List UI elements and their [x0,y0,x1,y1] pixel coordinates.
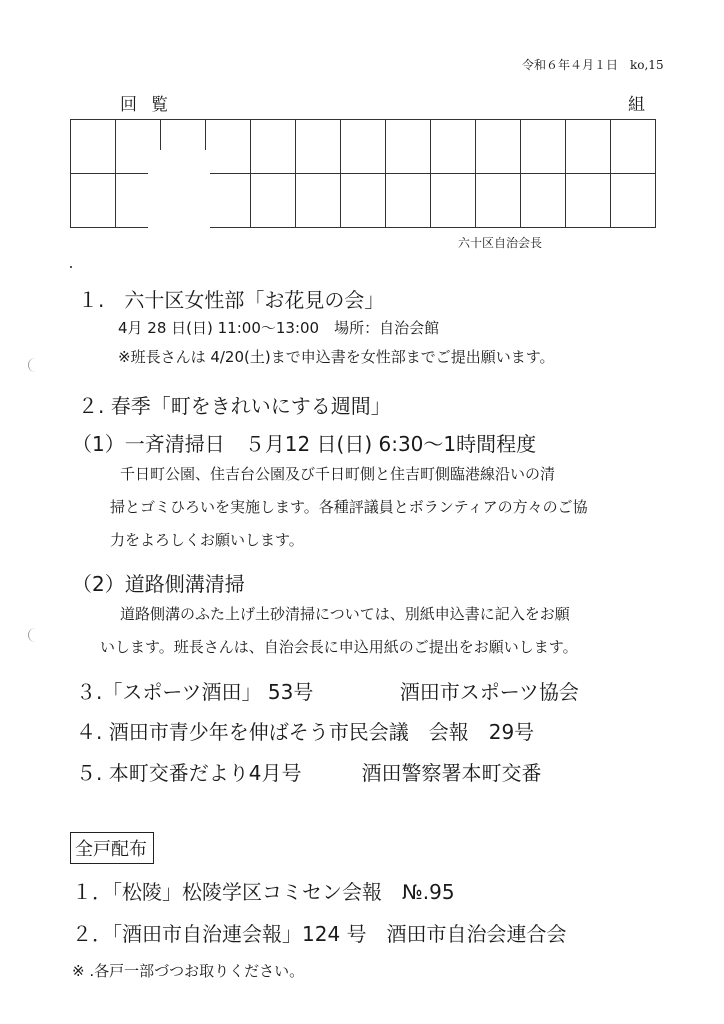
hole-punch-mark [28,358,39,372]
stamp-cell [611,174,656,228]
stamp-cell [431,174,476,228]
stamp-cell [521,120,566,174]
stamp-cell [476,120,521,174]
stamp-cell [521,174,566,228]
stamp-cell [296,174,341,228]
stamp-cell [71,174,116,228]
stamp-cell [251,174,296,228]
item2-1-title: （1）一斉清掃日 ５月12 日(日) 6:30～1時間程度 [72,432,537,456]
stamp-cell [251,120,296,174]
item5: ５. 本町交番だより4月号 酒田警察署本町交番 [76,761,542,785]
item2-2-line1: 道路側溝のふた上げ土砂清掃については、別紙申込書に記入をお願 [120,605,570,623]
stamp-cell [386,120,431,174]
item2-title: ２. 春季「町をきれいにする週間」 [78,394,391,418]
kaicho-label: 六十区自治会長 [458,236,543,250]
stamp-cell [431,120,476,174]
stamp-cell [341,174,386,228]
item1-line1: 4月 28 日(日) 11:00～13:00 場所：自治会館 [118,319,440,337]
scan-speck [70,266,72,268]
item2-2-line2: いします。班長さんは、自治会長に申込用紙のご提出をお願いします。 [100,638,578,656]
hole-punch-mark [28,628,39,642]
stamp-cell [566,120,611,174]
stamp-cell [341,120,386,174]
kumi-label: 組 [628,95,645,115]
stamp-cell [386,174,431,228]
item2-1-line1: 千日町公園、住吉台公園及び千日町側と住吉町側臨港線沿いの清 [120,465,556,483]
distribution-note: ※ .各戸一部づつお取りください。 [72,962,305,980]
item1-line2: ※班長さんは 4/20(土)まで申込書を女性部までご提出願います。 [118,348,555,366]
stamp-cell [296,120,341,174]
document-date: 令和６年４月１日 ko,15 [522,58,664,72]
redaction-block [148,150,210,238]
distribution-title: 全戸配布 [70,832,154,864]
distribution-line2: ２．「酒田市自治連会報」124 号 酒田市自治会連合会 [72,922,567,946]
item1-title: １. 六十区女性部「お花見の会」 [78,288,385,312]
distribution-line1: １．「松陵」松陵学区コミセン会報 №.95 [72,880,455,904]
item2-2-title: （2）道路側溝清掃 [72,572,245,596]
item2-1-line2: 掃とゴミひろいを実施します。各種評議員とボランティアの方々のご協 [110,498,588,516]
item2-1-line3: 力をよろしくお願いします。 [110,531,304,549]
stamp-cell [611,120,656,174]
stamp-cell [566,174,611,228]
stamp-cell [476,174,521,228]
item4: ４. 酒田市青少年を伸ばそう市民会議 会報 29号 [76,720,535,744]
stamp-cell [71,120,116,174]
stamp-cell [206,120,251,174]
stamp-cell [206,174,251,228]
item3: ３.「スポーツ酒田」 53号 酒田市スポーツ協会 [76,680,579,704]
kairan-heading: 回覧 [120,95,182,115]
